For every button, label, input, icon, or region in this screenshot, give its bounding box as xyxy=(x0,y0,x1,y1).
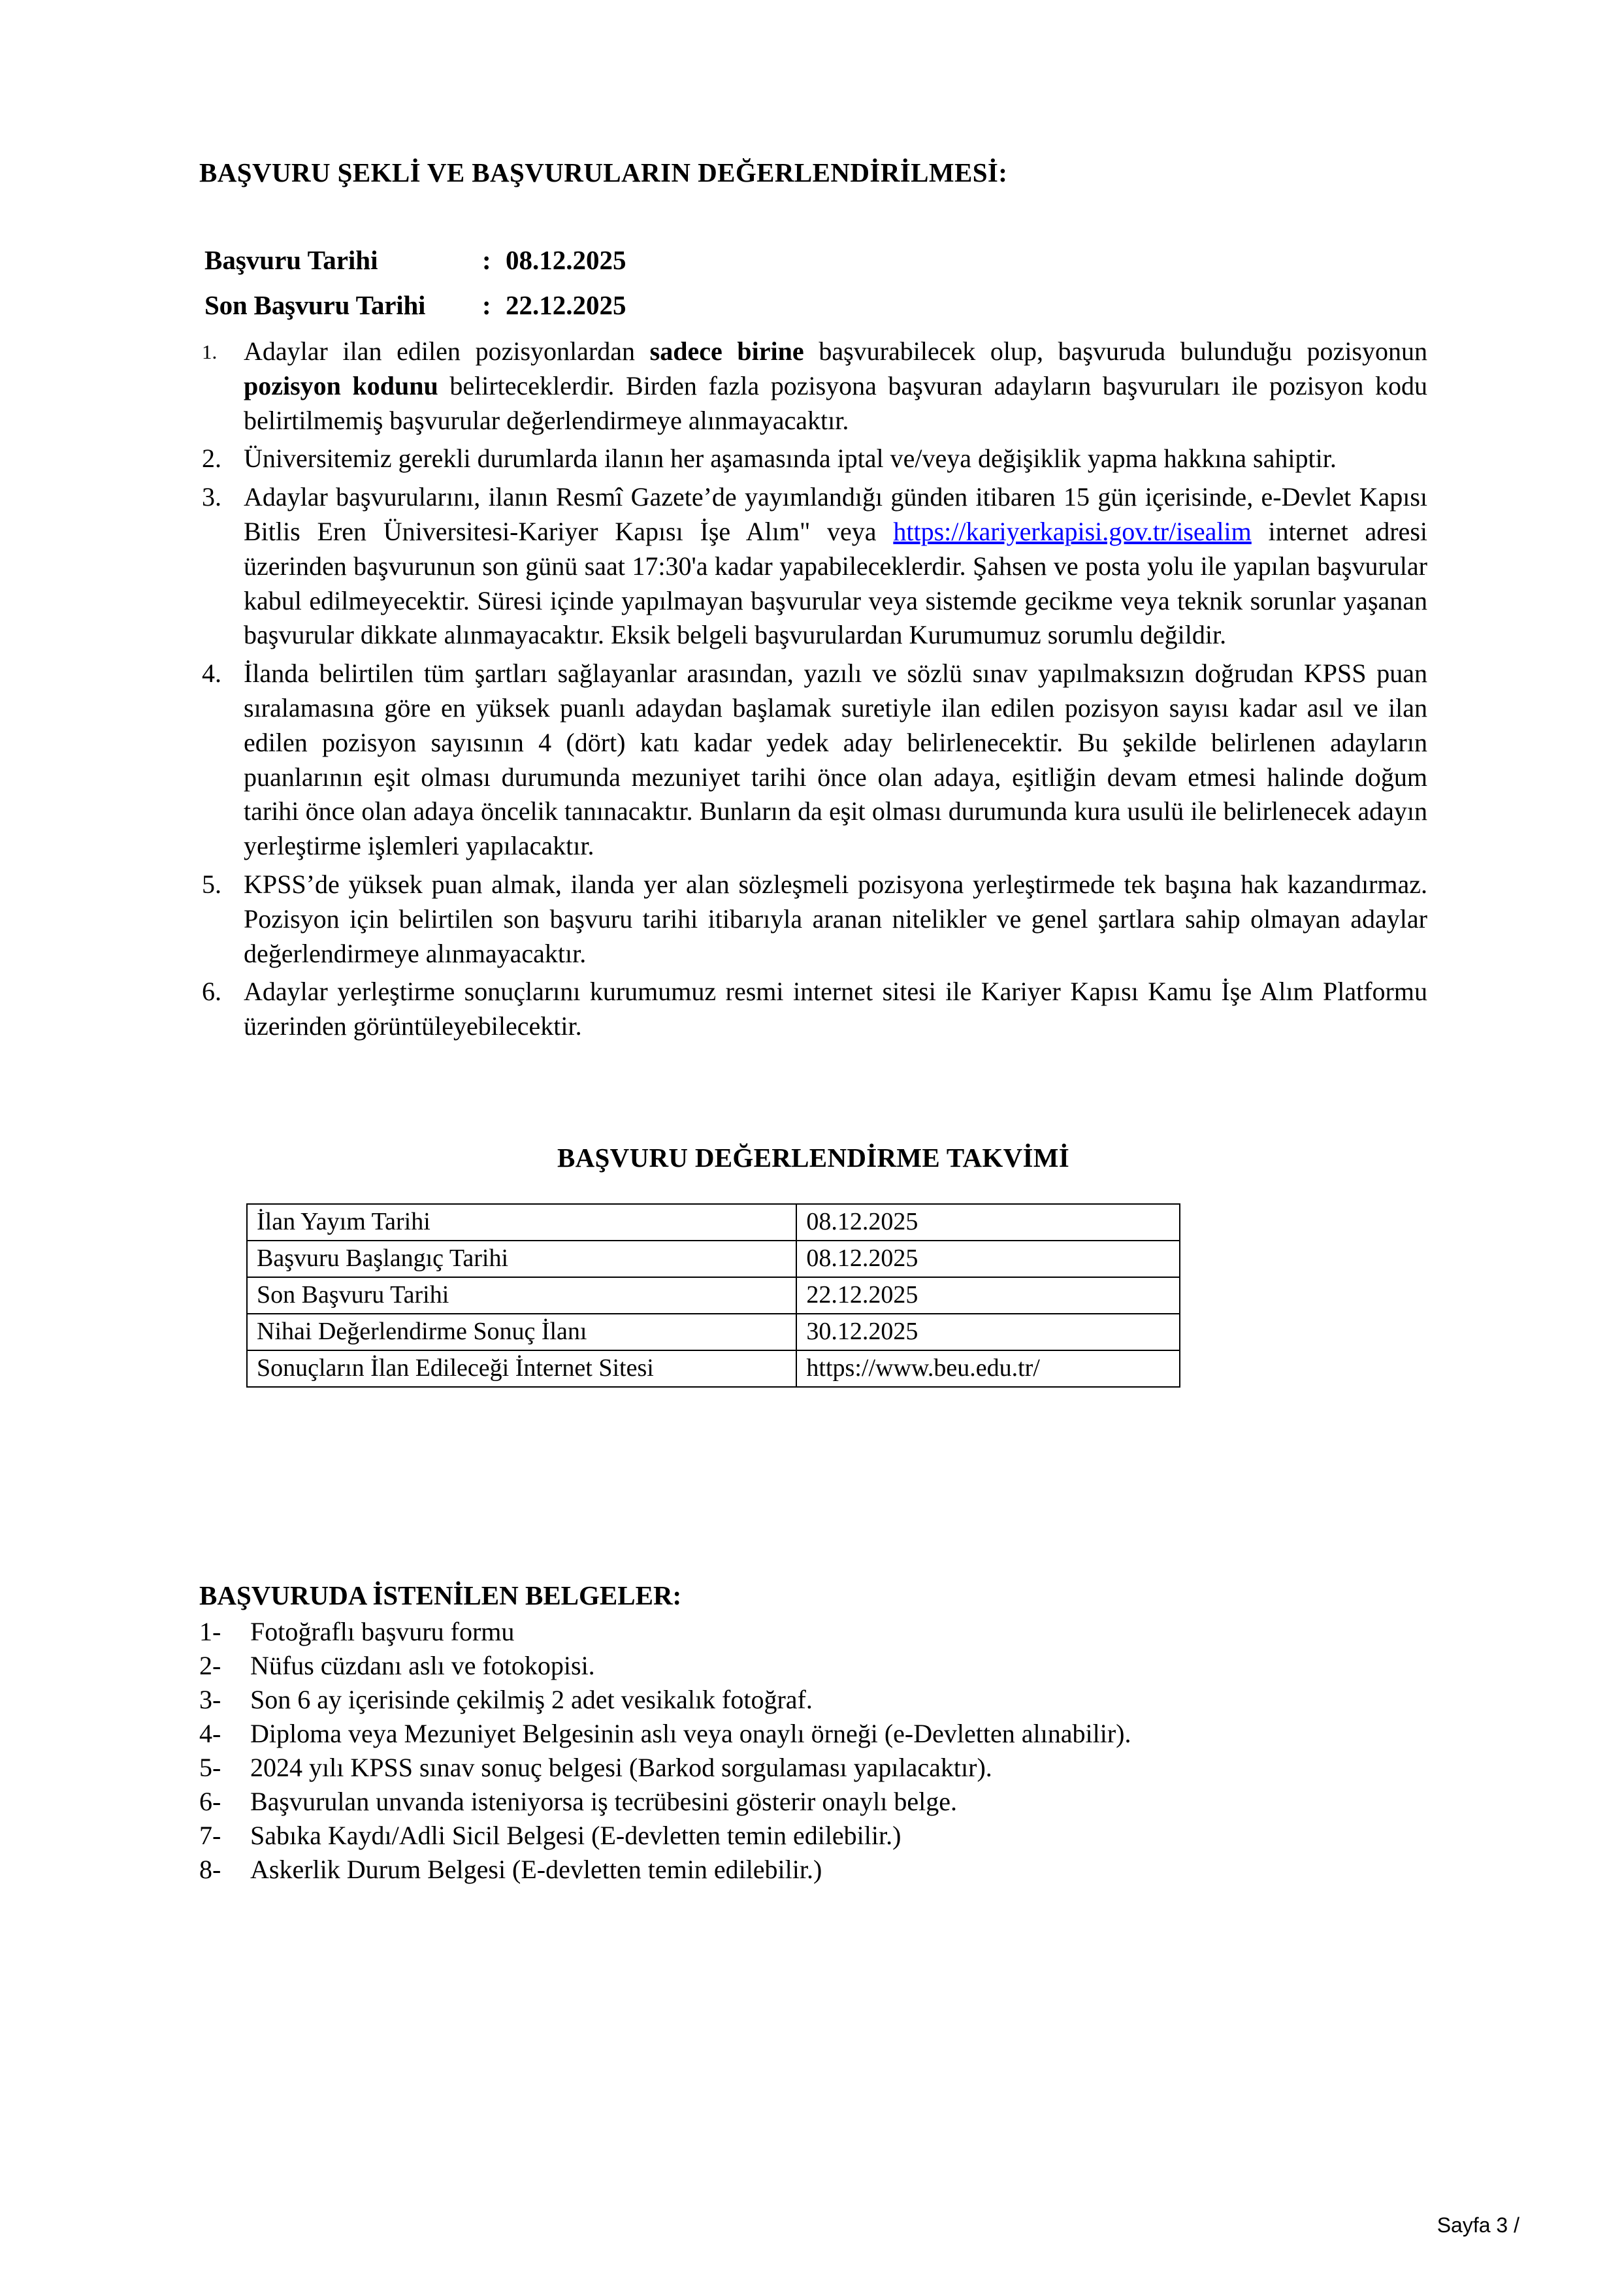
final-date-label: Son Başvuru Tarihi xyxy=(204,290,426,320)
page-number-footer: Sayfa 3 / xyxy=(1437,2213,1519,2237)
required-documents-list xyxy=(199,1615,1427,1887)
condition-text-1a: Adaylar ilan edilen pozisyonlardan xyxy=(244,336,650,366)
table-row xyxy=(247,1277,1180,1314)
condition-text-2: Üniversitemiz gerekli durumlarda ilanın her aşamasında iptal ve/veya değişiklik yapma hakkına sahiptir. xyxy=(244,444,1337,474)
condition-text-1c: belirteceklerdir. Birden fazla pozisyona başvuran adayların başvuruları ile pozisyon kodu belirtilmemiş başvurular değerlendirmeye alınmayacaktır. xyxy=(244,370,1428,435)
table-row xyxy=(247,1204,1180,1241)
application-date-row xyxy=(199,244,1427,276)
list-item-label: Diploma veya Mezuniyet Belgesinin aslı veya onaylı örneği (e-Devletten alınabilir). xyxy=(250,1718,1131,1748)
schedule-label: Sonuçların İlan Edileceği İnternet Sitesi xyxy=(247,1350,796,1387)
list-item-label: 2024 yılı KPSS sınav sonuç belgesi (Barkod sorgulaması yapılacaktır). xyxy=(250,1752,992,1782)
conditions-list xyxy=(199,334,1427,1044)
schedule-value: https://www.beu.edu.tr/ xyxy=(796,1350,1180,1387)
list-item xyxy=(199,1853,1427,1887)
list-item xyxy=(199,1819,1427,1853)
table-row xyxy=(247,1314,1180,1350)
list-marker: 2. xyxy=(202,444,221,474)
list-item-label: Nüfus cüzdanı aslı ve fotokopisi. xyxy=(250,1650,595,1680)
required-documents-title: BAŞVURUDA İSTENİLEN BELGELER: xyxy=(199,1580,682,1611)
list-marker: 1. xyxy=(202,340,218,363)
condition-item-2 xyxy=(199,442,1427,476)
list-item xyxy=(199,1717,1427,1751)
condition-bold-1a: sadece birine xyxy=(649,336,804,366)
final-date-value: 22.12.2025 xyxy=(506,290,626,320)
required-documents-block xyxy=(199,1578,1427,1886)
list-marker: 5. xyxy=(202,869,221,899)
schedule-value: 08.12.2025 xyxy=(796,1204,1180,1241)
schedule-label: Nihai Değerlendirme Sonuç İlanı xyxy=(247,1314,796,1350)
table-row xyxy=(247,1350,1180,1387)
document-content xyxy=(199,0,1427,1887)
condition-text-3a: Adaylar başvurularını, ilanın Resmî Gazete’de yayımlandığı günden itibaren 15 gün içerisinde, e-Devlet Kapısı Bitlis Eren Üniversitesi-Kariyer Kapısı İşe Alım" veya xyxy=(244,482,1427,546)
list-item-label: Sabıka Kaydı/Adli Sicil Belgesi (E-devletten temin edilebilir.) xyxy=(250,1820,901,1850)
list-item xyxy=(199,1751,1427,1785)
list-item-label: Son 6 ay içerisinde çekilmiş 2 adet vesikalık fotoğraf. xyxy=(250,1684,813,1714)
list-item xyxy=(199,1615,1427,1649)
kariyerkapisi-link[interactable]: https://kariyerkapisi.gov.tr/isealim xyxy=(893,516,1252,546)
list-marker: 1- xyxy=(199,1616,221,1646)
list-marker: 3. xyxy=(202,482,221,512)
schedule-table-wrap xyxy=(199,1203,1427,1388)
condition-item-1 xyxy=(199,334,1427,438)
list-marker: 2- xyxy=(199,1650,221,1680)
schedule-label: Başvuru Başlangıç Tarihi xyxy=(247,1241,796,1277)
condition-text-6: Adaylar yerleştirme sonuçlarını kurumumuz resmi internet sitesi ile Kariyer Kapısı Kamu İşe Alım Platformu üzerinden görüntüleyebilecektir. xyxy=(244,977,1427,1041)
application-date-value: 08.12.2025 xyxy=(506,245,626,275)
condition-item-4 xyxy=(199,657,1427,864)
schedule-title: BAŞVURU DEĞERLENDİRME TAKVİMİ xyxy=(557,1142,1069,1173)
list-marker: 4. xyxy=(202,659,221,689)
list-item-label: Askerlik Durum Belgesi (E-devletten temin edilebilir.) xyxy=(250,1854,822,1884)
schedule-value: 22.12.2025 xyxy=(796,1277,1180,1314)
application-date-colon: : xyxy=(482,245,491,275)
condition-bold-1b: pozisyon kodunu xyxy=(244,370,438,400)
condition-item-3 xyxy=(199,480,1427,653)
final-date-row xyxy=(199,289,1427,321)
list-marker: 7- xyxy=(199,1820,221,1850)
condition-item-6 xyxy=(199,975,1427,1044)
list-marker: 3- xyxy=(199,1684,221,1714)
list-marker: 6- xyxy=(199,1786,221,1816)
schedule-label: Son Başvuru Tarihi xyxy=(247,1277,796,1314)
list-item xyxy=(199,1649,1427,1683)
condition-text-3b: internet adresi üzerinden başvurunun son günü saat 17:30'a kadar yapabileceklerdir. Şahsen ve posta yolu ile yapılan başvurular kabul edilmeyecektir. Süresi içinde yapılmayan başvurular veya sistemde gecikme veya teknik sorunlar yaşanan başvurular dikkate alınmayacaktır. Eksik belgeli başvurulardan Kurumumuz sorumlu değildir. xyxy=(244,516,1427,650)
condition-text-4: İlanda belirtilen tüm şartları sağlayanlar arasından, yazılı ve sözlü sınav yapılmaksızın doğrudan KPSS puan sıralamasına göre en yüksek puanlı adaydan başlamak suretiyle ilan edilen pozisyon sayısı kadar asıl ve ilan edilen pozisyon sayısının 4 (dört) katı kadar yedek aday belirlenecektir. Bu şekilde belirlenen adayların puanlarının eşit olması durumunda mezuniyet tarihi önce olan adaya, eşitliğin devam etmesi halinde doğum tarihi önce olan adaya öncelik tanınacaktır. Bunların da eşit olması durumunda kura usulü ile belirlenecek adayın yerleştirme işlemleri yapılacaktır. xyxy=(244,659,1427,861)
application-date-label: Başvuru Tarihi xyxy=(204,245,378,275)
key-dates-block xyxy=(199,244,1427,321)
page-title: BAŞVURU ŞEKLİ VE BAŞVURULARIN DEĞERLENDİRİLMESİ: xyxy=(199,157,1008,187)
schedule-label: İlan Yayım Tarihi xyxy=(247,1204,796,1241)
table-row xyxy=(247,1241,1180,1277)
list-marker: 8- xyxy=(199,1854,221,1884)
list-item-label: Başvurulan unvanda isteniyorsa iş tecrübesini gösterir onaylı belge. xyxy=(250,1786,957,1816)
list-marker: 4- xyxy=(199,1718,221,1748)
final-date-colon: : xyxy=(482,290,491,320)
list-item xyxy=(199,1785,1427,1819)
schedule-value: 08.12.2025 xyxy=(796,1241,1180,1277)
condition-text-1b: başvurabilecek olup, başvuruda bulunduğu pozisyonun xyxy=(804,336,1427,366)
list-item-label: Fotoğraflı başvuru formu xyxy=(250,1616,515,1646)
list-item xyxy=(199,1683,1427,1717)
list-marker: 6. xyxy=(202,977,221,1007)
schedule-value: 30.12.2025 xyxy=(796,1314,1180,1350)
list-marker: 5- xyxy=(199,1752,221,1782)
condition-item-5 xyxy=(199,868,1427,971)
condition-text-5: KPSS’de yüksek puan almak, ilanda yer alan sözleşmeli pozisyona yerleştirmede tek başına hak kazandırmaz. Pozisyon için belirtilen son başvuru tarihi itibarıyla aranan nitelikler ve genel şartlara sahip olmayan adaylar değerlendirmeye alınmayacaktır. xyxy=(244,869,1427,968)
schedule-table xyxy=(246,1203,1180,1388)
